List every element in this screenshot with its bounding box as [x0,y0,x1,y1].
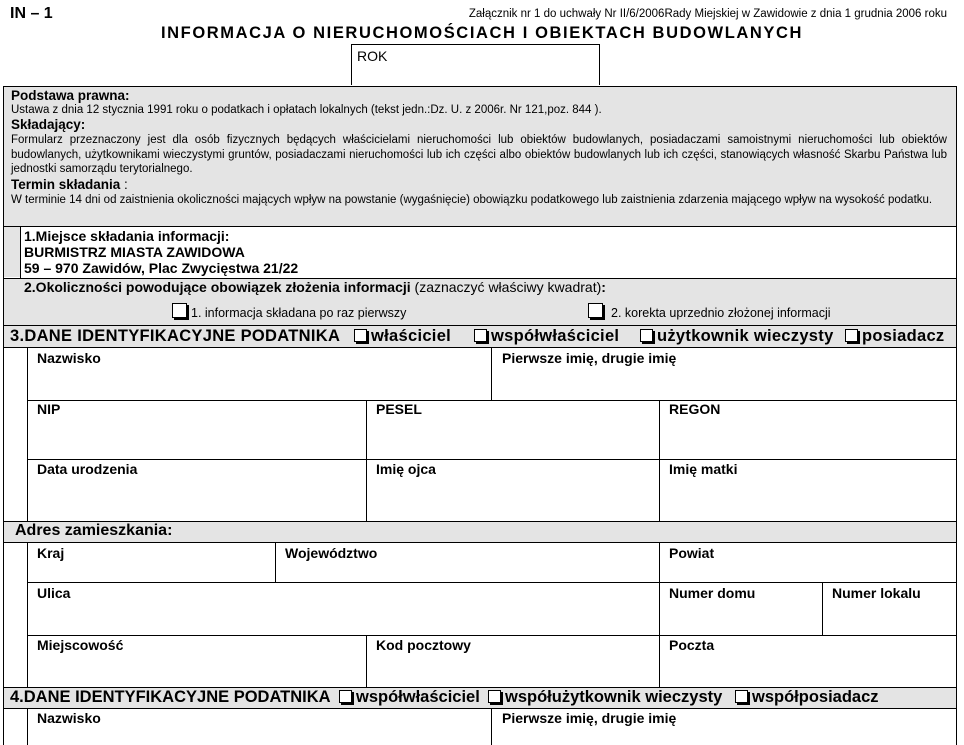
section1-title: 1.Miejsce składania informacji: [24,228,230,244]
option-correction[interactable]: 2. korekta uprzednio złożonej informacji [588,303,831,320]
copossessor-option[interactable]: współposiadacz [735,688,879,707]
section4-title: 4.DANE IDENTYFIKACYJNE PODATNIKA [10,688,331,706]
county-field-label: Powiat [669,545,715,561]
checkbox-icon[interactable] [172,303,187,318]
co-perpetual-user-option[interactable]: współużytkownik wieczysty [488,688,722,707]
office-address: 59 – 970 Zawidów, Plac Zwycięstwa 21/22 [24,260,299,276]
deadline-heading: Termin składania [11,176,121,192]
section1-submission-place [24,228,298,276]
filer-heading: Składający: [11,117,86,132]
checkbox-icon[interactable] [354,329,367,342]
house-number-field-label: Numer domu [669,585,756,601]
role-owner-option[interactable]: właściciel [354,327,451,346]
voivodeship-field-label: Województwo [285,545,378,561]
role-perpetual-user-option[interactable]: użytkownik wieczysty [640,327,834,346]
section2-title: 2.Okoliczności powodujące obowiązek złożenia informacji [24,279,411,295]
first-names-field-label: Pierwsze imię, drugie imię [502,350,677,366]
checkbox-icon[interactable] [588,303,603,318]
form-code: IN – 1 [10,5,53,22]
annex-note: Załącznik nr 1 do uchwały Nr II/6/2006Rady Miejskiej w Zawidowie z dnia 1 grudnia 2006 roku [468,8,947,20]
postcode-field-label: Kod pocztowy [376,637,471,653]
office-name: BURMISTRZ MIASTA ZAWIDOWA [24,244,245,260]
checkbox-icon[interactable] [474,329,487,342]
role-coowner-option[interactable]: współwłaściciel [474,327,619,346]
pesel-field-label: PESEL [376,401,422,417]
checkbox-icon[interactable] [488,690,501,703]
surname-field-label-section4: Nazwisko [37,710,101,726]
year-field[interactable] [351,44,600,85]
country-field-label: Kraj [37,545,65,561]
surname-field-label: Nazwisko [37,350,101,366]
section3-title: 3.DANE IDENTYFIKACYJNE PODATNIKA [10,327,341,345]
legal-basis-heading: Podstawa prawna: [11,88,130,103]
year-label: ROK [357,48,388,64]
option-first-filing[interactable]: 1. informacja składana po raz pierwszy [172,303,406,320]
father-name-field-label: Imię ojca [376,461,436,477]
deadline-text: W terminie 14 dni od zaistnienia okoliczności mających wpływ na powstanie (wygaśnięcie) obowiązku podatkowego lub zaistnienia zdarzenia mającego wpływ na wysokość podatku. [11,193,933,206]
mother-name-field-label: Imię matki [669,461,738,477]
checkbox-icon[interactable] [640,329,653,342]
street-field-label: Ulica [37,585,71,601]
checkbox-icon[interactable] [339,690,352,703]
checkbox-icon[interactable] [845,329,858,342]
role-possessor-option[interactable]: posiadacz [845,327,944,346]
birth-date-field-label: Data urodzenia [37,461,138,477]
address-heading: Adres zamieszkania: [15,522,173,539]
post-office-field-label: Poczta [669,637,715,653]
legal-basis-text: Ustawa z dnia 12 stycznia 1991 roku o podatkach i opłatach lokalnych (tekst jedn.:Dz. U. z 2006r. Nr 121,poz. 844 ). [11,104,602,116]
nip-field-label: NIP [37,401,61,417]
city-field-label: Miejscowość [37,637,124,653]
regon-field-label: REGON [669,401,721,417]
page-title: INFORMACJA O NIERUCHOMOŚCIACH I OBIEKTACH BUDOWLANYCH [160,24,804,42]
first-names-field-label-section4: Pierwsze imię, drugie imię [502,710,677,726]
checkbox-icon[interactable] [735,690,748,703]
coowner-option[interactable]: współwłaściciel [339,688,480,707]
filer-text: Formularz przeznaczony jest dla osób fizycznych będących właścicielami nieruchomości lub obiektów budowlanych, posiadaczami samoistnymi nieruchomości lub obiektów budowlanych, użytkownikami wieczystymi gruntów, posiadaczami nieruchomości lub ich części albo obiektów budowlanych lub ich części, stanowiących własność Skarbu Państwa lub jednostki samorządu terytorialnego. [11,134,947,175]
flat-number-field-label: Numer lokalu [832,585,921,601]
